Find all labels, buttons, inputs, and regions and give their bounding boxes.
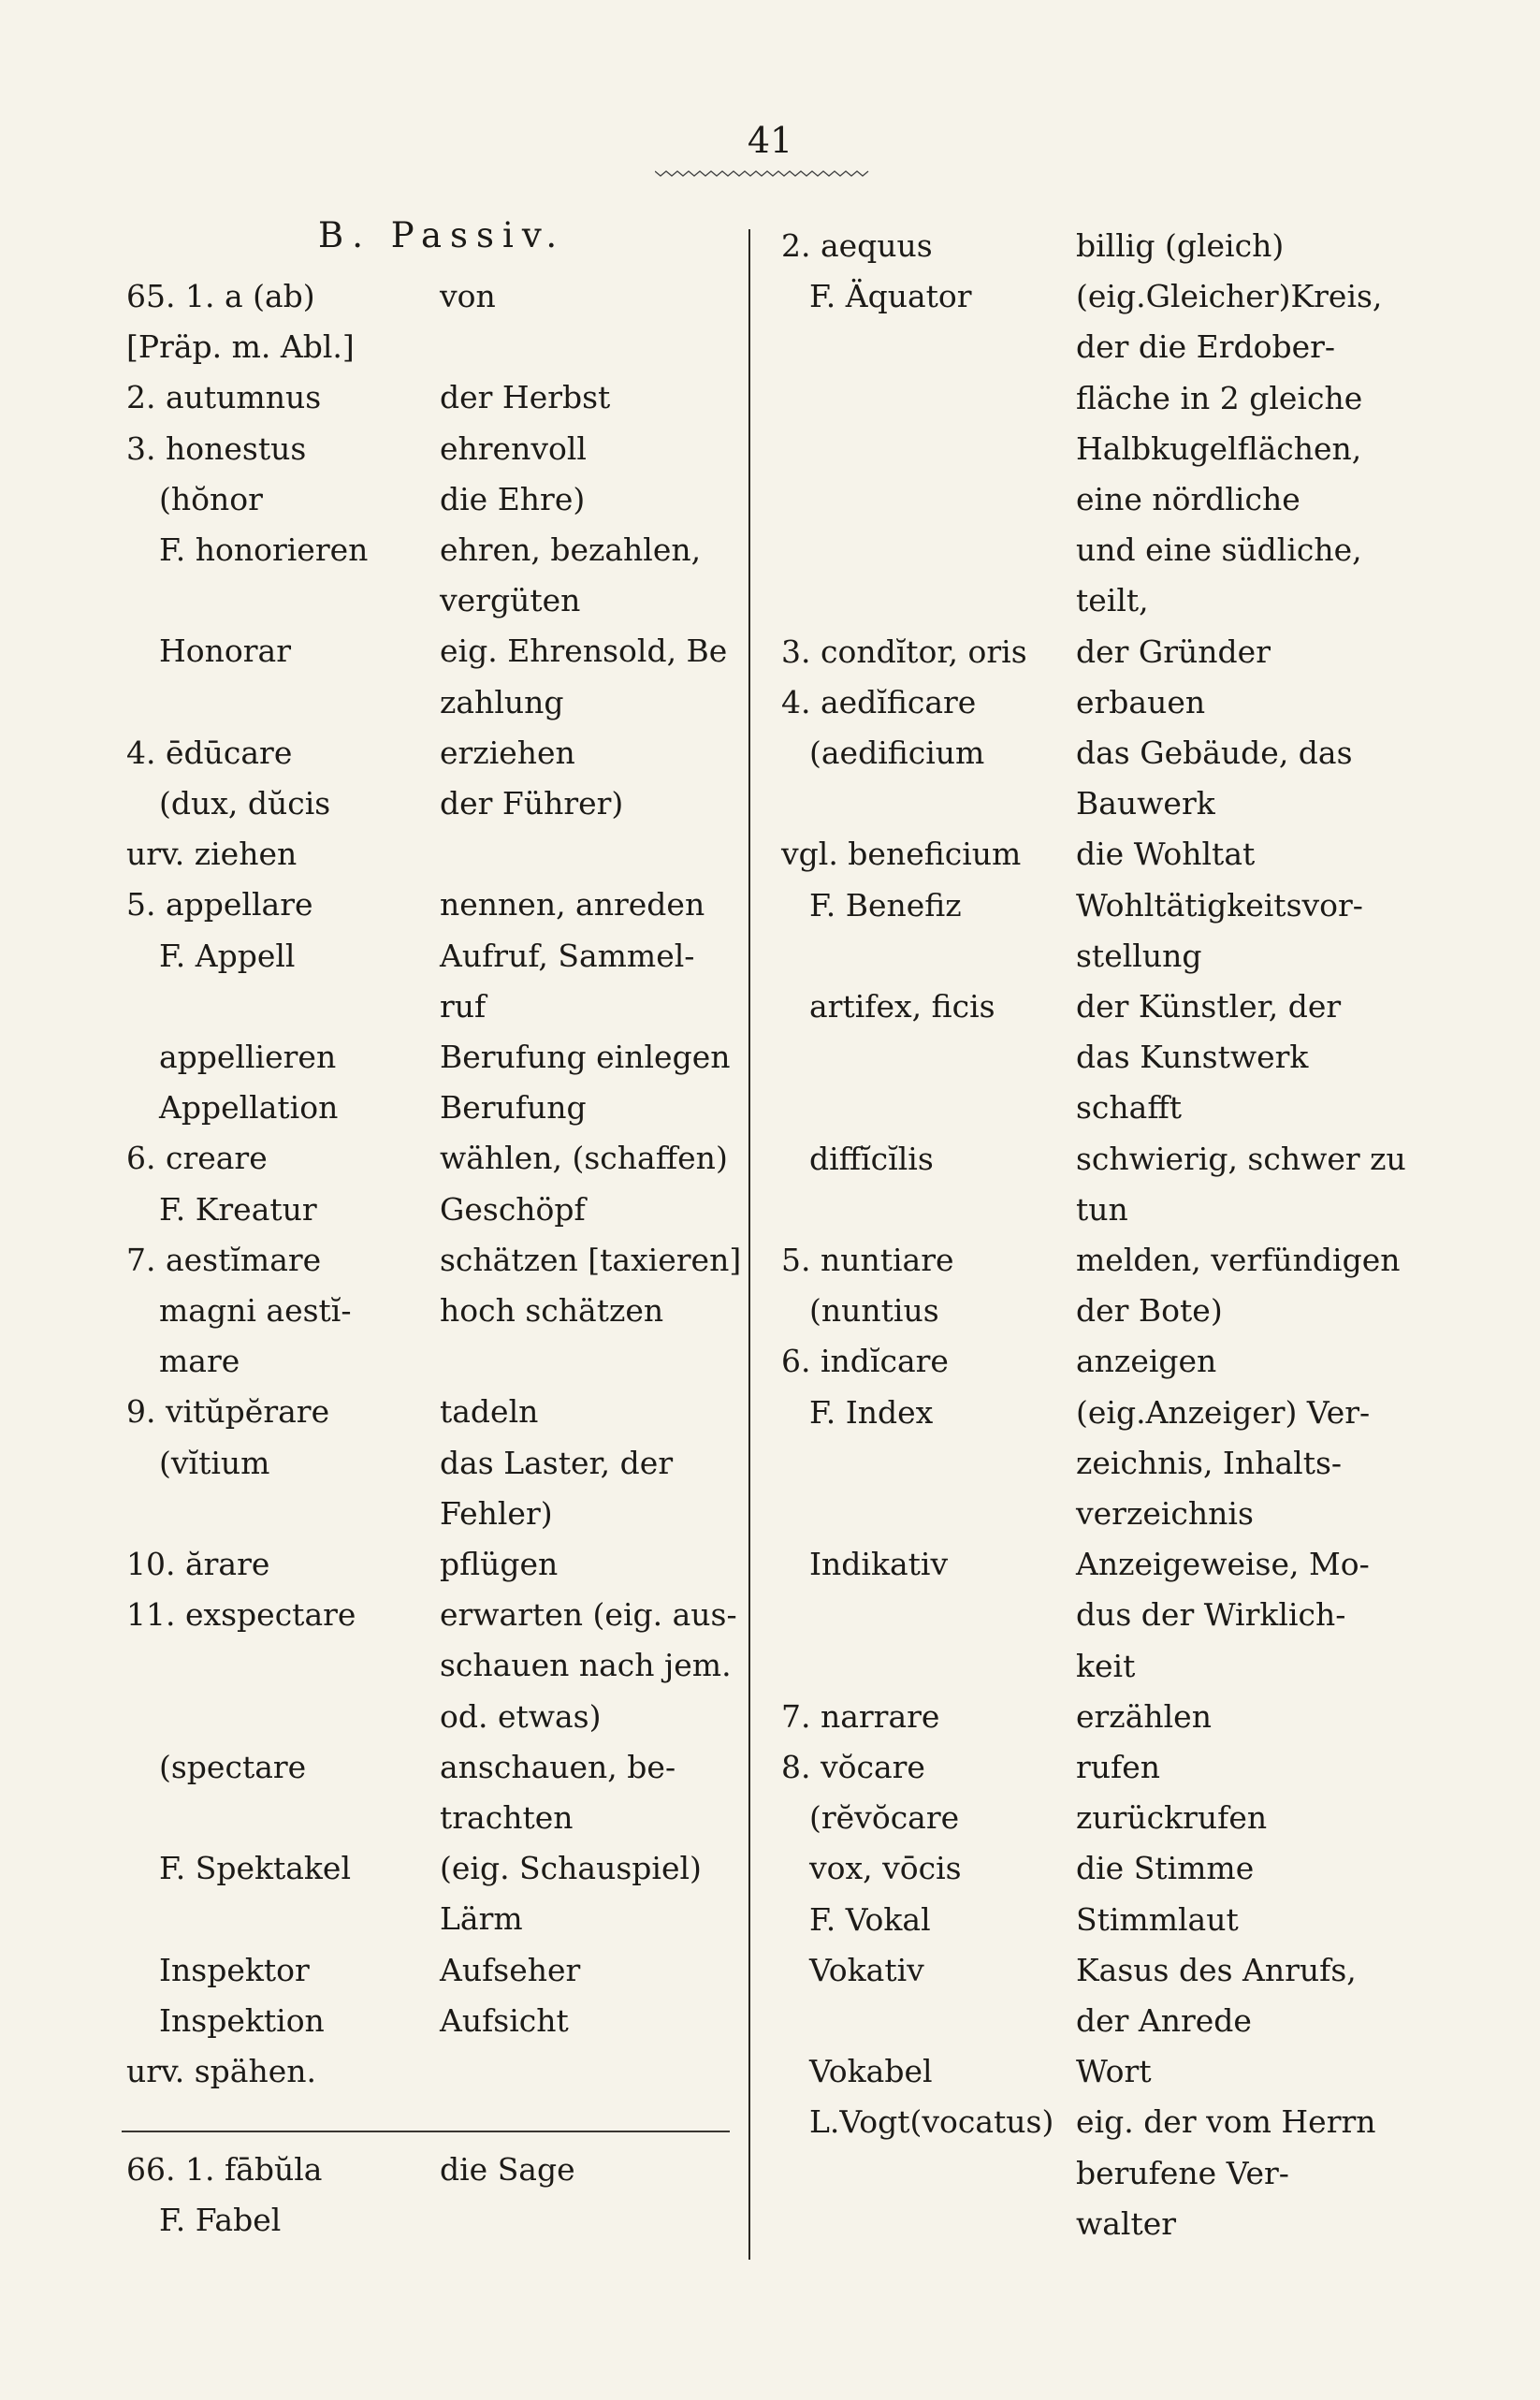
entry-row xyxy=(0,1692,748,1742)
german-gloss: dus der Wirklich- xyxy=(1076,1596,1346,1634)
entry-row xyxy=(0,1945,748,1996)
entry-row xyxy=(0,1996,748,2046)
entry-row xyxy=(0,728,748,778)
latin-term: 8. vŏcare xyxy=(781,1749,925,1785)
german-gloss: Stimmlaut xyxy=(1076,1900,1239,1938)
german-gloss: eig. der vom Herrn xyxy=(1076,2103,1376,2141)
entry-row xyxy=(0,2145,748,2195)
german-gloss: Wohltätigkeitsvor- xyxy=(1076,886,1363,924)
german-gloss: Anzeigeweise, Mo- xyxy=(1076,1546,1370,1583)
german-gloss: ruf xyxy=(440,987,487,1025)
german-gloss: verzeichnis xyxy=(1076,1495,1254,1532)
entry-row xyxy=(0,1590,748,1640)
german-gloss: ehren, bezahlen, xyxy=(440,531,702,568)
german-gloss: Geschöpf xyxy=(440,1190,586,1228)
german-gloss: pflügen xyxy=(440,1546,559,1582)
entry-row xyxy=(0,1083,748,1133)
german-gloss: das Gebäude, das xyxy=(1076,735,1353,771)
latin-term: 10. ărare xyxy=(126,1546,270,1582)
entry-row xyxy=(0,1793,748,1843)
latin-term: vox, vōcis xyxy=(809,1850,962,1887)
german-gloss: der Bote) xyxy=(1076,1292,1223,1330)
latin-term: 4. ēdūcare xyxy=(126,734,293,771)
german-gloss: schätzen [taxieren] xyxy=(440,1241,742,1278)
entry-row xyxy=(748,1134,1540,1185)
entry-row xyxy=(0,1133,748,1184)
latin-term: mare xyxy=(159,1343,240,1380)
german-gloss: billig (gleich) xyxy=(1076,227,1285,264)
latin-term: F. Benefiz xyxy=(809,886,962,924)
latin-term: 11. exspectare xyxy=(126,1596,356,1634)
latin-term: Vokabel xyxy=(809,2053,933,2090)
entry-row xyxy=(748,829,1540,880)
section-heading: B. Passiv. xyxy=(318,215,566,255)
german-gloss: tadeln xyxy=(440,1393,539,1431)
german-gloss: der Anrede xyxy=(1076,2002,1252,2039)
latin-term: F. Index xyxy=(809,1393,934,1431)
latin-term: urv. ziehen xyxy=(126,836,298,873)
german-gloss: zurückrufen xyxy=(1076,1799,1268,1837)
german-gloss: ehrenvoll xyxy=(440,429,587,467)
german-gloss: hoch schätzen xyxy=(440,1292,664,1329)
german-gloss: schauen nach jem. xyxy=(440,1647,732,1684)
german-gloss: Lärm xyxy=(440,1900,523,1938)
german-gloss: Berufung xyxy=(440,1089,587,1127)
entry-row xyxy=(0,829,748,880)
german-gloss: erwarten (eig. aus- xyxy=(440,1596,737,1634)
entry-row xyxy=(0,1894,748,1944)
entry-row xyxy=(0,1640,748,1691)
latin-term: Appellation xyxy=(159,1089,339,1127)
german-gloss: nennen, anreden xyxy=(440,886,705,924)
latin-term: Vokativ xyxy=(809,1951,924,1988)
entry-row xyxy=(748,677,1540,728)
entry-row xyxy=(748,880,1540,931)
entry-row xyxy=(748,1286,1540,1336)
latin-term: diffĭcĭlis xyxy=(809,1140,934,1177)
entry-row xyxy=(748,1996,1540,2046)
german-gloss: schwierig, schwer zu xyxy=(1076,1140,1406,1177)
german-gloss: keit xyxy=(1076,1647,1136,1684)
latin-term: (vĭtium xyxy=(159,1444,270,1481)
entry-row xyxy=(748,982,1540,1032)
german-gloss: vergüten xyxy=(440,582,581,619)
latin-term: 3. honestus xyxy=(126,429,307,467)
latin-term: F. Spektakel xyxy=(159,1850,352,1887)
entry-row xyxy=(0,1336,748,1387)
entry-row xyxy=(748,1641,1540,1692)
german-gloss: erziehen xyxy=(440,734,575,771)
german-gloss: zahlung xyxy=(440,683,564,720)
entry-row xyxy=(0,1489,748,1539)
latin-term: 65. 1. a (ab) xyxy=(126,278,315,314)
entry-row xyxy=(0,1539,748,1590)
german-gloss: die Stimme xyxy=(1076,1850,1255,1887)
german-gloss: Halbkugelflächen, xyxy=(1076,429,1362,467)
entry-row xyxy=(748,1539,1540,1590)
entry-row xyxy=(748,1438,1540,1489)
german-gloss: (eig.Anzeiger) Ver- xyxy=(1076,1393,1371,1431)
german-gloss: anzeigen xyxy=(1076,1343,1217,1380)
latin-term: appellieren xyxy=(159,1039,337,1075)
latin-term: L.Vogt(vocatus) xyxy=(809,2103,1054,2141)
latin-term: artifex, ficis xyxy=(809,988,995,1025)
entry-row xyxy=(0,1235,748,1286)
entry-row xyxy=(748,221,1540,271)
entry-row xyxy=(0,575,748,626)
latin-term: F. Äquator xyxy=(809,278,972,315)
entry-row xyxy=(748,1895,1540,1945)
entry-row xyxy=(748,373,1540,424)
latin-term: vgl. beneficium xyxy=(781,836,1022,873)
german-gloss: erbauen xyxy=(1076,683,1206,720)
latin-term: F. Appell xyxy=(159,937,296,974)
latin-term: 2. aequus xyxy=(781,227,933,264)
entry-row xyxy=(0,1286,748,1336)
entry-row xyxy=(0,525,748,575)
latin-term: [Präp. m. Abl.] xyxy=(126,328,355,366)
german-gloss: Aufruf, Sammel- xyxy=(440,937,695,974)
german-gloss: Bauwerk xyxy=(1076,785,1215,822)
german-gloss: berufene Ver- xyxy=(1076,2154,1289,2191)
entry-row xyxy=(748,1185,1540,1235)
latin-term: magni aestĭ- xyxy=(159,1292,352,1329)
german-gloss: der Künstler, der xyxy=(1076,988,1342,1025)
entry-row xyxy=(0,2046,748,2097)
entry-row xyxy=(748,1235,1540,1286)
german-gloss: der Gründer xyxy=(1076,633,1271,670)
german-gloss: Fehler) xyxy=(440,1494,553,1532)
entry-row xyxy=(0,372,748,423)
german-gloss: die Ehre) xyxy=(440,480,586,517)
german-gloss: walter xyxy=(1076,2204,1177,2242)
german-gloss: (eig.Gleicher)Kreis, xyxy=(1076,278,1383,315)
entry-row xyxy=(748,1945,1540,1996)
german-gloss: (eig. Schauspiel) xyxy=(440,1850,702,1887)
entry-row xyxy=(748,1590,1540,1640)
german-gloss: zeichnis, Inhalts- xyxy=(1076,1444,1343,1481)
latin-term: 66. 1. fābŭla xyxy=(126,2151,323,2188)
entry-row xyxy=(748,271,1540,322)
latin-term: 2. autumnus xyxy=(126,379,322,416)
entry-row xyxy=(0,1742,748,1793)
german-gloss: trachten xyxy=(440,1799,574,1836)
german-gloss: die Sage xyxy=(440,2151,575,2188)
entry-row xyxy=(0,322,748,372)
german-gloss: wählen, (schaffen) xyxy=(440,1140,728,1177)
entry-row xyxy=(748,1083,1540,1133)
entry-row xyxy=(0,1032,748,1083)
entry-row xyxy=(0,2195,748,2246)
entry-row xyxy=(0,931,748,982)
entry-row xyxy=(0,778,748,829)
german-gloss: fläche in 2 gleiche xyxy=(1076,379,1363,416)
entry-row xyxy=(748,2097,1540,2147)
latin-term: Inspektor xyxy=(159,1951,310,1988)
entry-row xyxy=(748,575,1540,626)
page-number: 41 xyxy=(747,120,793,161)
entry-row xyxy=(748,1692,1540,1742)
entry-row xyxy=(748,1742,1540,1793)
entry-row xyxy=(0,880,748,930)
latin-term: (hŏnor xyxy=(159,480,263,517)
entry-row xyxy=(0,982,748,1032)
german-gloss: Aufseher xyxy=(440,1951,581,1988)
latin-term: 5. nuntiare xyxy=(781,1242,954,1278)
german-gloss: od. etwas) xyxy=(440,1697,602,1735)
german-gloss: der Führer) xyxy=(440,785,624,822)
entry-row xyxy=(748,1336,1540,1387)
entry-row xyxy=(748,627,1540,677)
latin-term: 7. narrare xyxy=(781,1697,940,1735)
latin-term: 7. aestĭmare xyxy=(126,1241,322,1278)
entry-row xyxy=(748,1388,1540,1438)
entry-row xyxy=(0,1387,748,1437)
german-gloss: rufen xyxy=(1076,1749,1161,1785)
section-divider xyxy=(122,2131,730,2132)
entry-row xyxy=(0,424,748,474)
german-gloss: die Wohltat xyxy=(1076,836,1256,873)
entry-row xyxy=(0,474,748,525)
latin-term: (rĕvŏcare xyxy=(809,1799,960,1837)
german-gloss: Berufung einlegen xyxy=(440,1039,731,1075)
latin-term: 4. aedĭficare xyxy=(781,683,977,720)
german-gloss: der Herbst xyxy=(440,379,611,416)
latin-term: F. Kreatur xyxy=(159,1190,317,1228)
latin-term: (nuntius xyxy=(809,1292,939,1330)
german-gloss: erzählen xyxy=(1076,1697,1212,1735)
latin-term: (spectare xyxy=(159,1748,307,1785)
entry-row xyxy=(748,1793,1540,1843)
german-gloss: eine nördliche xyxy=(1076,481,1300,517)
entry-row xyxy=(748,2046,1540,2097)
entry-row xyxy=(748,1843,1540,1894)
latin-term: Honorar xyxy=(159,633,291,670)
entry-row xyxy=(748,728,1540,778)
entry-row xyxy=(748,1489,1540,1539)
latin-term: 3. condĭtor, oris xyxy=(781,633,1027,670)
entry-row xyxy=(0,1185,748,1235)
latin-term: urv. spähen. xyxy=(126,2053,316,2089)
entry-row xyxy=(748,2148,1540,2199)
german-gloss: und eine südliche, xyxy=(1076,531,1362,569)
entry-row xyxy=(748,778,1540,829)
german-gloss: schafft xyxy=(1076,1089,1183,1127)
german-gloss: teilt, xyxy=(1076,582,1149,619)
german-gloss: melden, verfündigen xyxy=(1076,1242,1401,1278)
ornament-divider xyxy=(655,167,870,180)
latin-term: Indikativ xyxy=(809,1546,949,1583)
german-gloss: Kasus des Anrufs, xyxy=(1076,1951,1357,1988)
german-gloss: von xyxy=(440,278,496,314)
latin-term: 5. appellare xyxy=(126,886,313,924)
entry-row xyxy=(748,525,1540,575)
german-gloss: Aufsicht xyxy=(440,2001,569,2039)
german-gloss: das Kunstwerk xyxy=(1076,1039,1309,1076)
german-gloss: stellung xyxy=(1076,937,1202,974)
german-gloss: das Laster, der xyxy=(440,1444,674,1481)
german-gloss: der die Erdober- xyxy=(1076,328,1336,366)
entry-row xyxy=(0,1843,748,1894)
latin-term: Inspektion xyxy=(159,2001,325,2039)
entry-row xyxy=(748,424,1540,474)
german-gloss: anschauen, be- xyxy=(440,1748,676,1785)
latin-term: F. Vokal xyxy=(809,1900,931,1938)
latin-term: F. Fabel xyxy=(159,2202,282,2239)
latin-term: F. honorieren xyxy=(159,531,369,568)
entry-row xyxy=(748,1032,1540,1083)
latin-term: 9. vitŭpĕrare xyxy=(126,1393,330,1431)
german-gloss: tun xyxy=(1076,1190,1128,1228)
entry-row xyxy=(0,271,748,322)
entry-row xyxy=(0,626,748,676)
entry-row xyxy=(748,2199,1540,2249)
entry-row xyxy=(748,474,1540,525)
latin-term: (dux, dŭcis xyxy=(159,785,331,822)
entry-row xyxy=(748,931,1540,982)
latin-term: (aedificium xyxy=(809,735,985,771)
german-gloss: eig. Ehrensold, Be xyxy=(440,633,728,670)
latin-term: 6. creare xyxy=(126,1140,268,1177)
entry-row xyxy=(748,322,1540,372)
entry-row xyxy=(0,1438,748,1489)
latin-term: 6. indĭcare xyxy=(781,1343,949,1380)
german-gloss: Wort xyxy=(1076,2053,1152,2090)
entry-row xyxy=(0,677,748,728)
